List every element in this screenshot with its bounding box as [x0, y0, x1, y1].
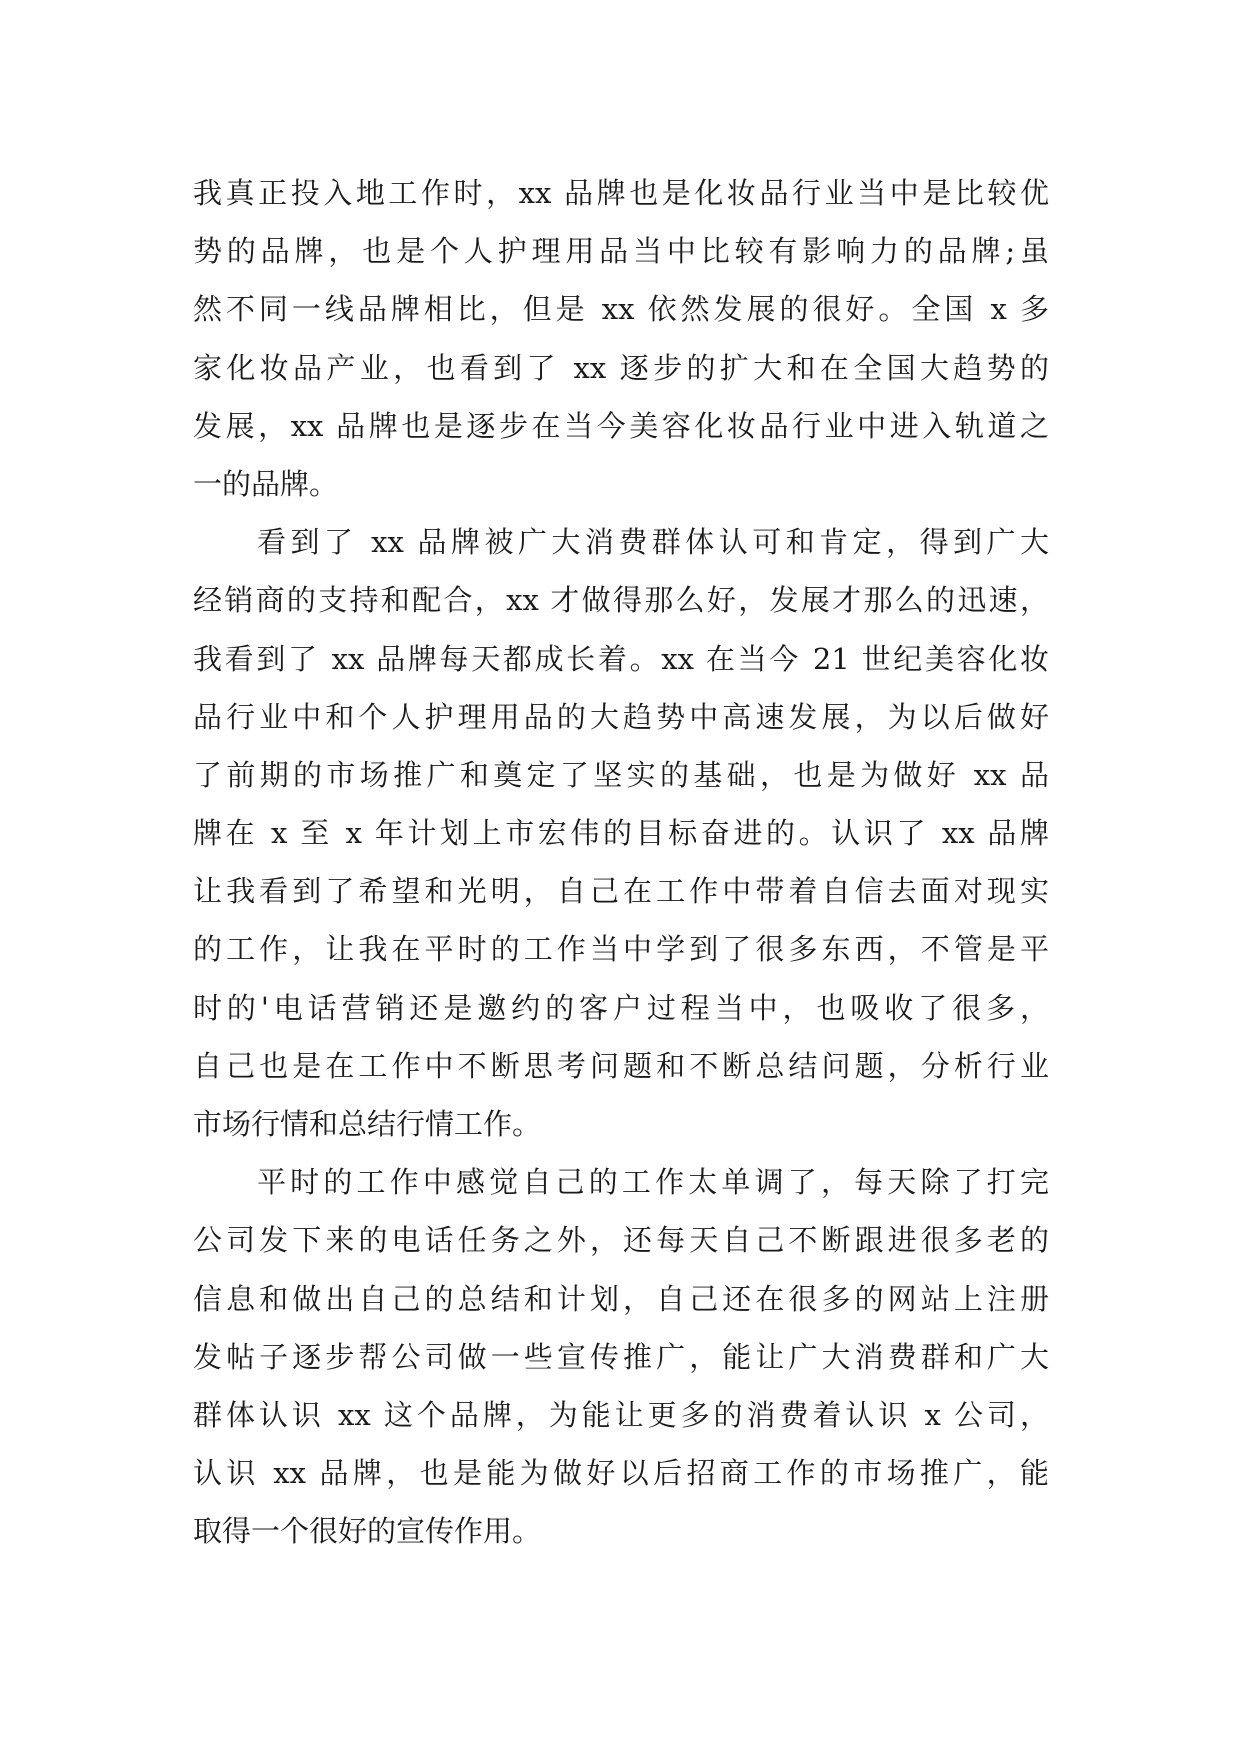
text-line: 品行业中和个人护理用品的大趋势中高速发展，为以后做好 — [193, 699, 1049, 734]
text-line: 信息和做出自己的总结和计划，自己还在很多的网站上注册 — [193, 1281, 1049, 1316]
text-line: 看到了 xx 品牌被广大消费群体认可和肯定，得到广大 — [257, 525, 1049, 560]
text-line: 公司发下来的电话任务之外，还每天自己不断跟进很多老的 — [193, 1223, 1049, 1258]
text-line: 取得一个很好的宣传作用。 — [193, 1514, 542, 1549]
text-line: 的工作，让我在平时的工作当中学到了很多东西，不管是平 — [193, 932, 1049, 967]
text-line: 家化妆品产业，也看到了 xx 逐步的扩大和在全国大趋势的 — [193, 350, 1049, 385]
paragraph-1 — [193, 164, 1049, 513]
paragraph-2 — [193, 513, 1049, 1153]
text-line: 发帖子逐步帮公司做一些宣传推广，能让广大消费群和广大 — [193, 1339, 1049, 1374]
text-line: 一的品牌。 — [193, 466, 339, 501]
text-line: 我看到了 xx 品牌每天都成长着。xx 在当今 21 世纪美容化妆 — [193, 641, 1049, 676]
text-line: 势的品牌，也是个人护理用品当中比较有影响力的品牌;虽 — [193, 234, 1049, 269]
text-line: 牌在 x 至 x 年计划上市宏伟的目标奋进的。认识了 xx 品牌 — [193, 816, 1049, 851]
paragraph-3 — [193, 1153, 1049, 1560]
text-line: 时的'电话营销还是邀约的客户过程当中，也吸收了很多， — [193, 990, 1049, 1025]
text-line: 我真正投入地工作时，xx 品牌也是化妆品行业当中是比较优 — [193, 176, 1049, 210]
text-line: 群体认识 xx 这个品牌，为能让更多的消费着认识 x 公司， — [193, 1397, 1049, 1432]
text-line: 自己也是在工作中不断思考问题和不断总结问题，分析行业 — [193, 1048, 1049, 1083]
text-line: 然不同一线品牌相比，但是 xx 依然发展的很好。全国 x 多 — [193, 292, 1049, 327]
text-line: 认识 xx 品牌，也是能为做好以后招商工作的市场推广，能 — [193, 1456, 1049, 1491]
text-line: 发展，xx 品牌也是逐步在当今美容化妆品行业中进入轨道之 — [193, 408, 1049, 443]
text-line: 经销商的支持和配合，xx 才做得那么好，发展才那么的迅速， — [193, 583, 1049, 618]
text-line: 市场行情和总结行情工作。 — [193, 1107, 542, 1141]
text-line: 让我看到了希望和光明，自己在工作中带着自信去面对现实 — [193, 874, 1049, 909]
text-line: 了前期的市场推广和奠定了坚实的基础，也是为做好 xx 品 — [193, 757, 1049, 792]
text-line: 平时的工作中感觉自己的工作太单调了，每天除了打完 — [257, 1165, 1049, 1200]
document-body — [193, 164, 1049, 1561]
